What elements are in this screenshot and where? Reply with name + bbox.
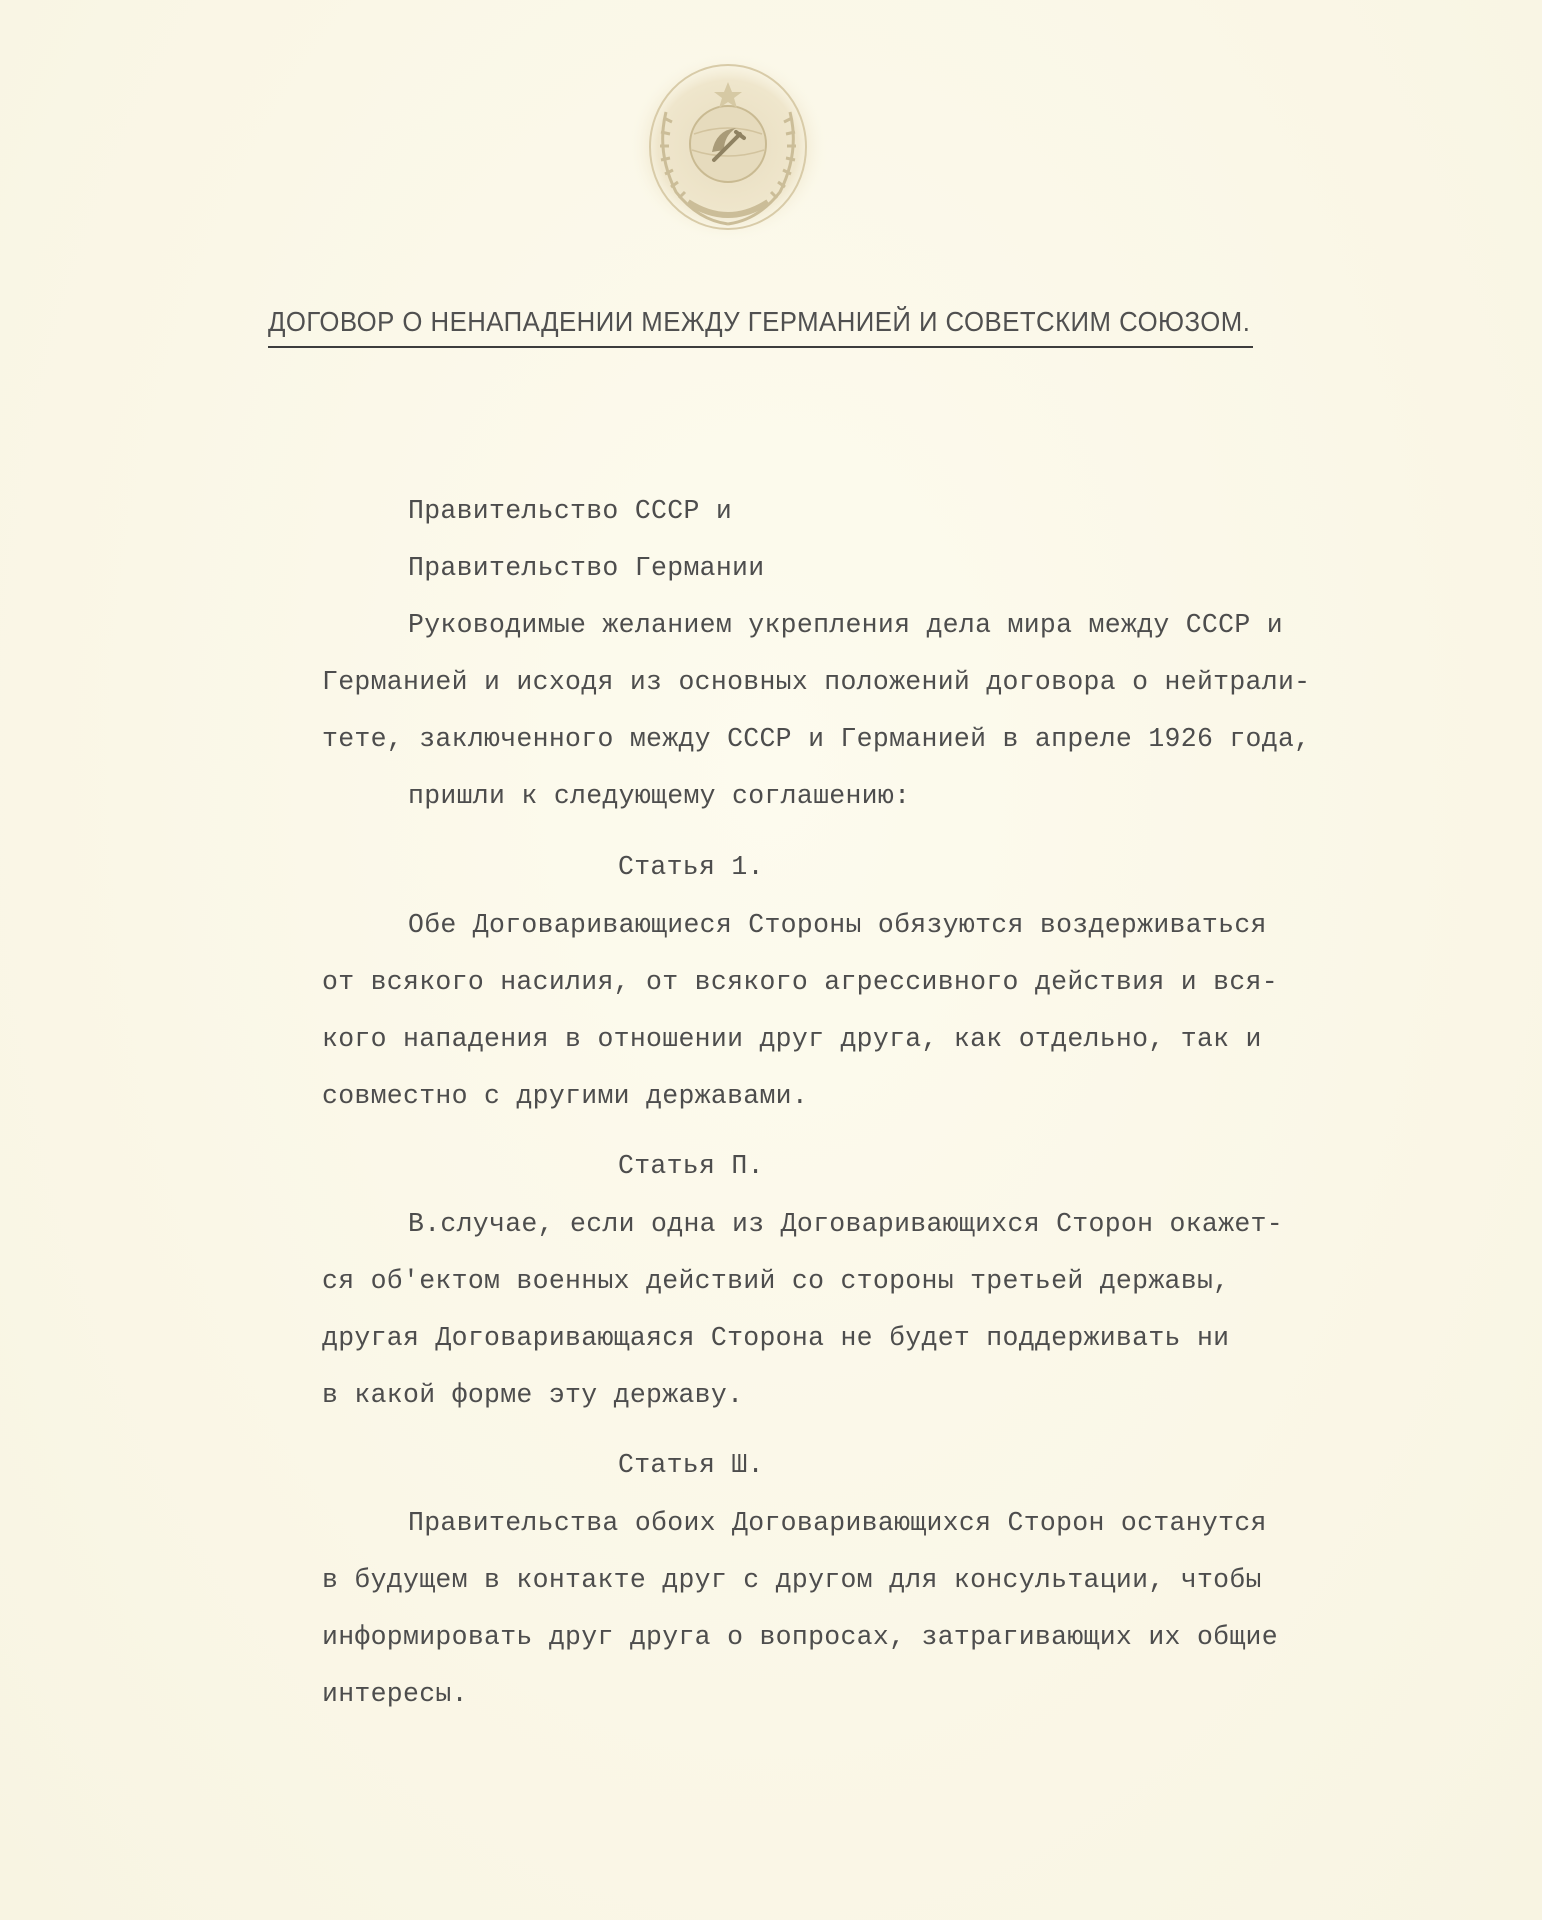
article-2-line: в какой форме эту державу.: [322, 1380, 744, 1410]
preamble-line-1: Правительство СССР и: [408, 496, 733, 526]
article-3-line: в будущем в контакте друг с другом для консультации, чтобы: [322, 1565, 1262, 1595]
article-2-line: ся об'ектом военных действий со стороны третьей державы,: [322, 1266, 1230, 1296]
title-underline: [268, 346, 1253, 348]
preamble-para-line: тете, заключенного между СССР и Германией в апреле 1926 года,: [322, 724, 1311, 754]
article-2-line: В.случае, если одна из Договаривающихся Сторон окажет-: [408, 1209, 1283, 1239]
article-3-line: интересы.: [322, 1679, 468, 1709]
article-1-line: Обе Договаривающиеся Стороны обязуются воздерживаться: [408, 910, 1267, 940]
article-2-heading: Статья П.: [618, 1151, 764, 1181]
article-2-line: другая Договаривающаяся Сторона не будет поддерживать ни: [322, 1323, 1230, 1353]
preamble-line-2: Правительство Германии: [408, 553, 765, 583]
article-1-heading: Статья 1.: [618, 852, 764, 882]
article-1-line: совместно с другими державами.: [322, 1081, 809, 1111]
article-1-line: кого нападения в отношении друг друга, как отдельно, так и: [322, 1024, 1262, 1054]
article-3-heading: Статья Ш.: [618, 1450, 764, 1480]
article-1-line: от всякого насилия, от всякого агрессивного действия и вся-: [322, 967, 1278, 997]
preamble-closing: пришли к следующему соглашению:: [408, 781, 911, 811]
article-3-line: Правительства обоих Договаривающихся Сторон останутся: [408, 1508, 1267, 1538]
article-3-line: информировать друг друга о вопросах, затрагивающих их общие: [322, 1622, 1278, 1652]
soviet-emblem-icon: [628, 52, 828, 242]
preamble-para-line: Германией и исходя из основных положений договора о нейтрали-: [322, 667, 1311, 697]
preamble-para-line: Руководимые желанием укрепления дела мира между СССР и: [408, 610, 1283, 640]
document-title: ДОГОВОР О НЕНАПАДЕНИИ МЕЖДУ ГЕРМАНИЕЙ И СОВЕТСКИМ СОЮЗОМ.: [268, 306, 1251, 337]
